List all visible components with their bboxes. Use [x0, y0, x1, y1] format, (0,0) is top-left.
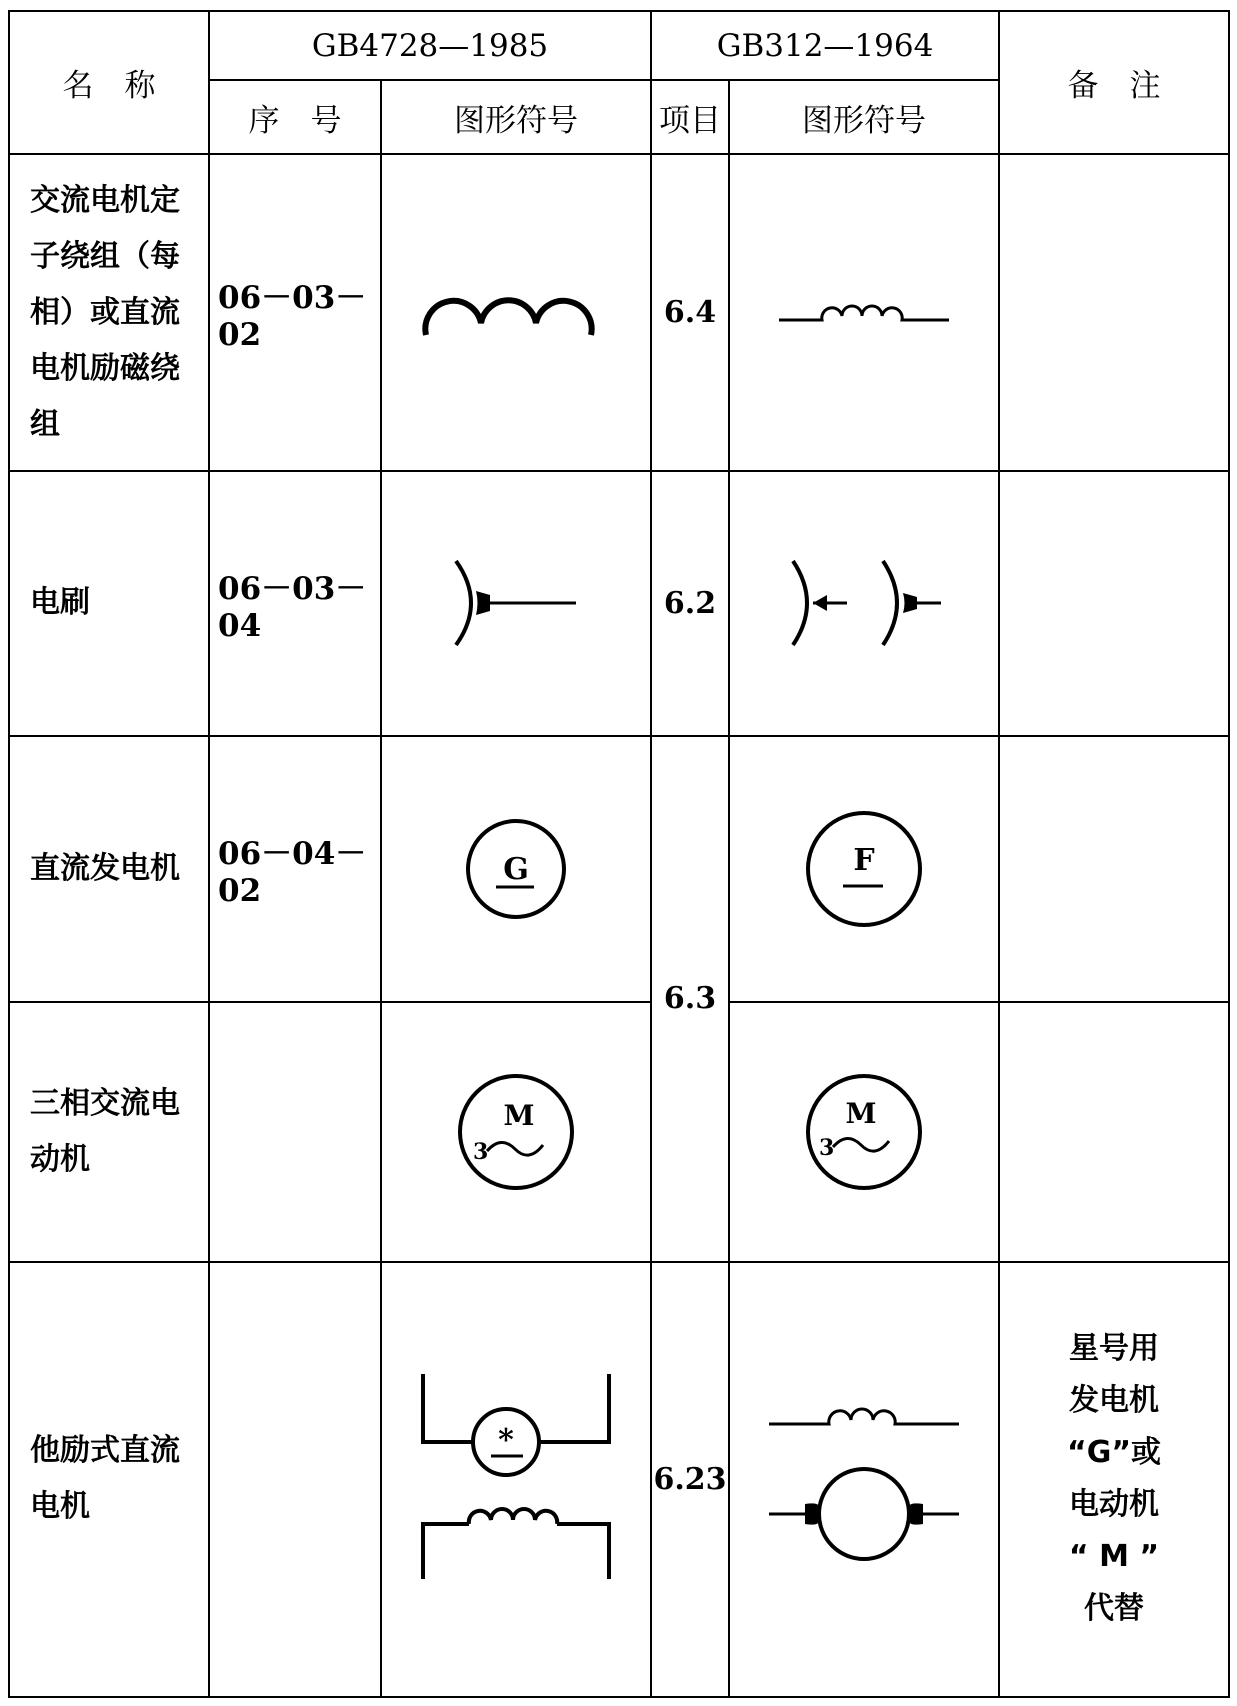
symbol-old-cell: [729, 471, 999, 736]
row-code: 06－03－02: [209, 154, 381, 470]
row-name: 直流发电机: [9, 736, 209, 1001]
table-row: [9, 154, 1229, 470]
header-symbol-new: 图形符号: [381, 80, 651, 154]
row-note: 星号用 发电机 “G”或 电动机 “ M ” 代替: [999, 1262, 1229, 1697]
row-note: [999, 736, 1229, 1001]
symbol-old-cell: [729, 1262, 999, 1697]
row-name: 电刷: [9, 471, 209, 736]
motor-circle-old-icon: [799, 1067, 929, 1197]
phase-count: 3: [819, 1134, 835, 1161]
row-item: 6.3: [651, 736, 729, 1262]
brush-icon: [446, 553, 586, 653]
row-note: [999, 154, 1229, 470]
header-name: 名 称: [9, 11, 209, 154]
generator-old-letter: F: [853, 842, 875, 878]
row-item: 6.4: [651, 154, 729, 470]
table-row: [9, 736, 1229, 1001]
small-winding-coil-icon: [774, 298, 954, 328]
row-item: 6.2: [651, 471, 729, 736]
row-name: 交流电机定 子绕组（每 相）或直流 电机励磁绕 组: [9, 154, 209, 470]
separately-excited-dc-machine-icon: [411, 1364, 621, 1594]
header-remark: 备 注: [999, 11, 1229, 154]
header-seq: 序 号: [209, 80, 381, 154]
table-row: [9, 471, 1229, 736]
motor-symbol-table: [8, 10, 1230, 1698]
symbol-new-cell: [381, 1262, 651, 1697]
row-code: 06－04－02: [209, 736, 381, 1001]
row-name: 他励式直流 电机: [9, 1262, 209, 1697]
motor-letter: M: [503, 1098, 535, 1132]
generator-circle-old-icon: [799, 804, 929, 934]
generator-circle-icon: [456, 809, 576, 929]
generator-letter: G: [503, 851, 529, 887]
row-code: 06－03－04: [209, 471, 381, 736]
symbol-old-cell: [729, 1002, 999, 1262]
motor-circle-icon: [451, 1067, 581, 1197]
header-item: 项目: [651, 80, 729, 154]
row-code: [209, 1002, 381, 1262]
header-std-old: GB312—1964: [651, 11, 999, 80]
symbol-old-cell: [729, 154, 999, 470]
symbol-new-cell: [381, 154, 651, 470]
symbol-new-cell: [381, 1002, 651, 1262]
symbol-new-cell: [381, 471, 651, 736]
table-row: [9, 1002, 1229, 1262]
motor-letter: M: [845, 1096, 877, 1130]
row-name: 三相交流电 动机: [9, 1002, 209, 1262]
header-symbol-old: 图形符号: [729, 80, 999, 154]
winding-coil-icon: [416, 283, 616, 343]
phase-count: 3: [473, 1138, 489, 1165]
row-note: [999, 471, 1229, 736]
symbol-new-cell: [381, 736, 651, 1001]
table-row: [9, 1262, 1229, 1697]
row-note: [999, 1002, 1229, 1262]
brush-pair-icon: [779, 553, 949, 653]
row-item: 6.23: [651, 1262, 729, 1697]
symbol-old-cell: [729, 736, 999, 1001]
separately-excited-dc-machine-old-icon: [759, 1394, 969, 1564]
header-std-new: GB4728—1985: [209, 11, 651, 80]
star-symbol: *: [498, 1423, 514, 1459]
row-code: [209, 1262, 381, 1697]
